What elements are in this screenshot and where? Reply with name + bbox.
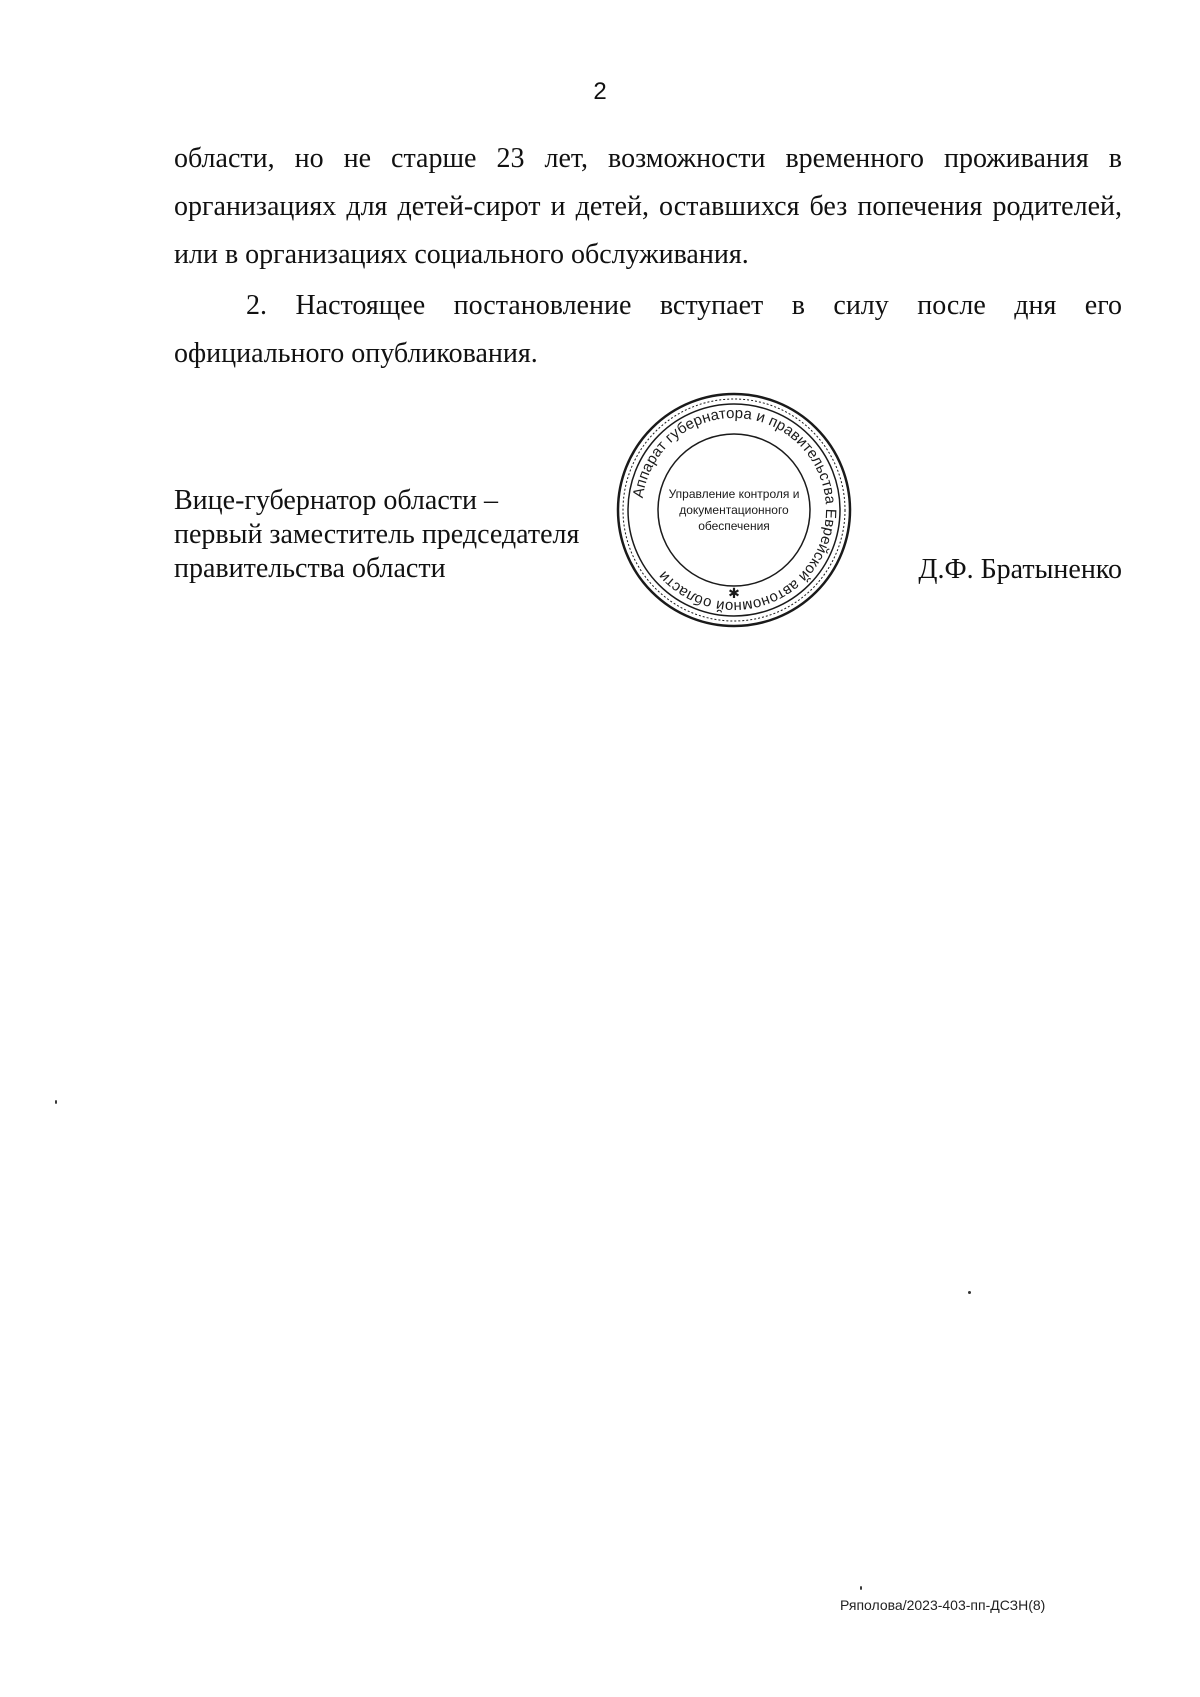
page-number: 2 <box>593 78 607 105</box>
signatory-title <box>174 484 579 586</box>
signatory-title-line: Вице-губернатор области – <box>174 485 498 516</box>
seal-inner-line: Управление контроля и <box>668 487 800 501</box>
seal-graphic <box>614 390 854 630</box>
seal-inner-line: обеспечения <box>698 519 770 533</box>
document-reference: Ряполова/2023-403-пп-ДСЗН(8) <box>840 1597 1046 1613</box>
signatory-name: Д.Ф. Братыненко <box>918 554 1122 585</box>
paragraph-effective-date: 2. Настоящее постановление вступает в силу после дня его официального опубликования. <box>174 290 1122 369</box>
scan-speck <box>55 1100 57 1104</box>
signatory-title-line: первый заместитель председателя <box>174 519 580 550</box>
official-seal <box>614 390 854 630</box>
seal-star-icon: ✱ <box>728 587 740 602</box>
paragraph-continuation: области, но не старше 23 лет, возможности временного проживания в организациях для детей-сирот и детей, оставшихся без попечения родителей, или в организациях социального обслуживания. <box>174 143 1122 270</box>
scan-speck <box>860 1586 862 1590</box>
seal-inner-line: документационного <box>679 503 789 517</box>
signatory-title-line: правительства области <box>174 553 446 584</box>
scan-speck <box>968 1291 971 1294</box>
seal-outer-text: Аппарат губернатора и правительства Еврейской автономной области <box>629 404 840 616</box>
